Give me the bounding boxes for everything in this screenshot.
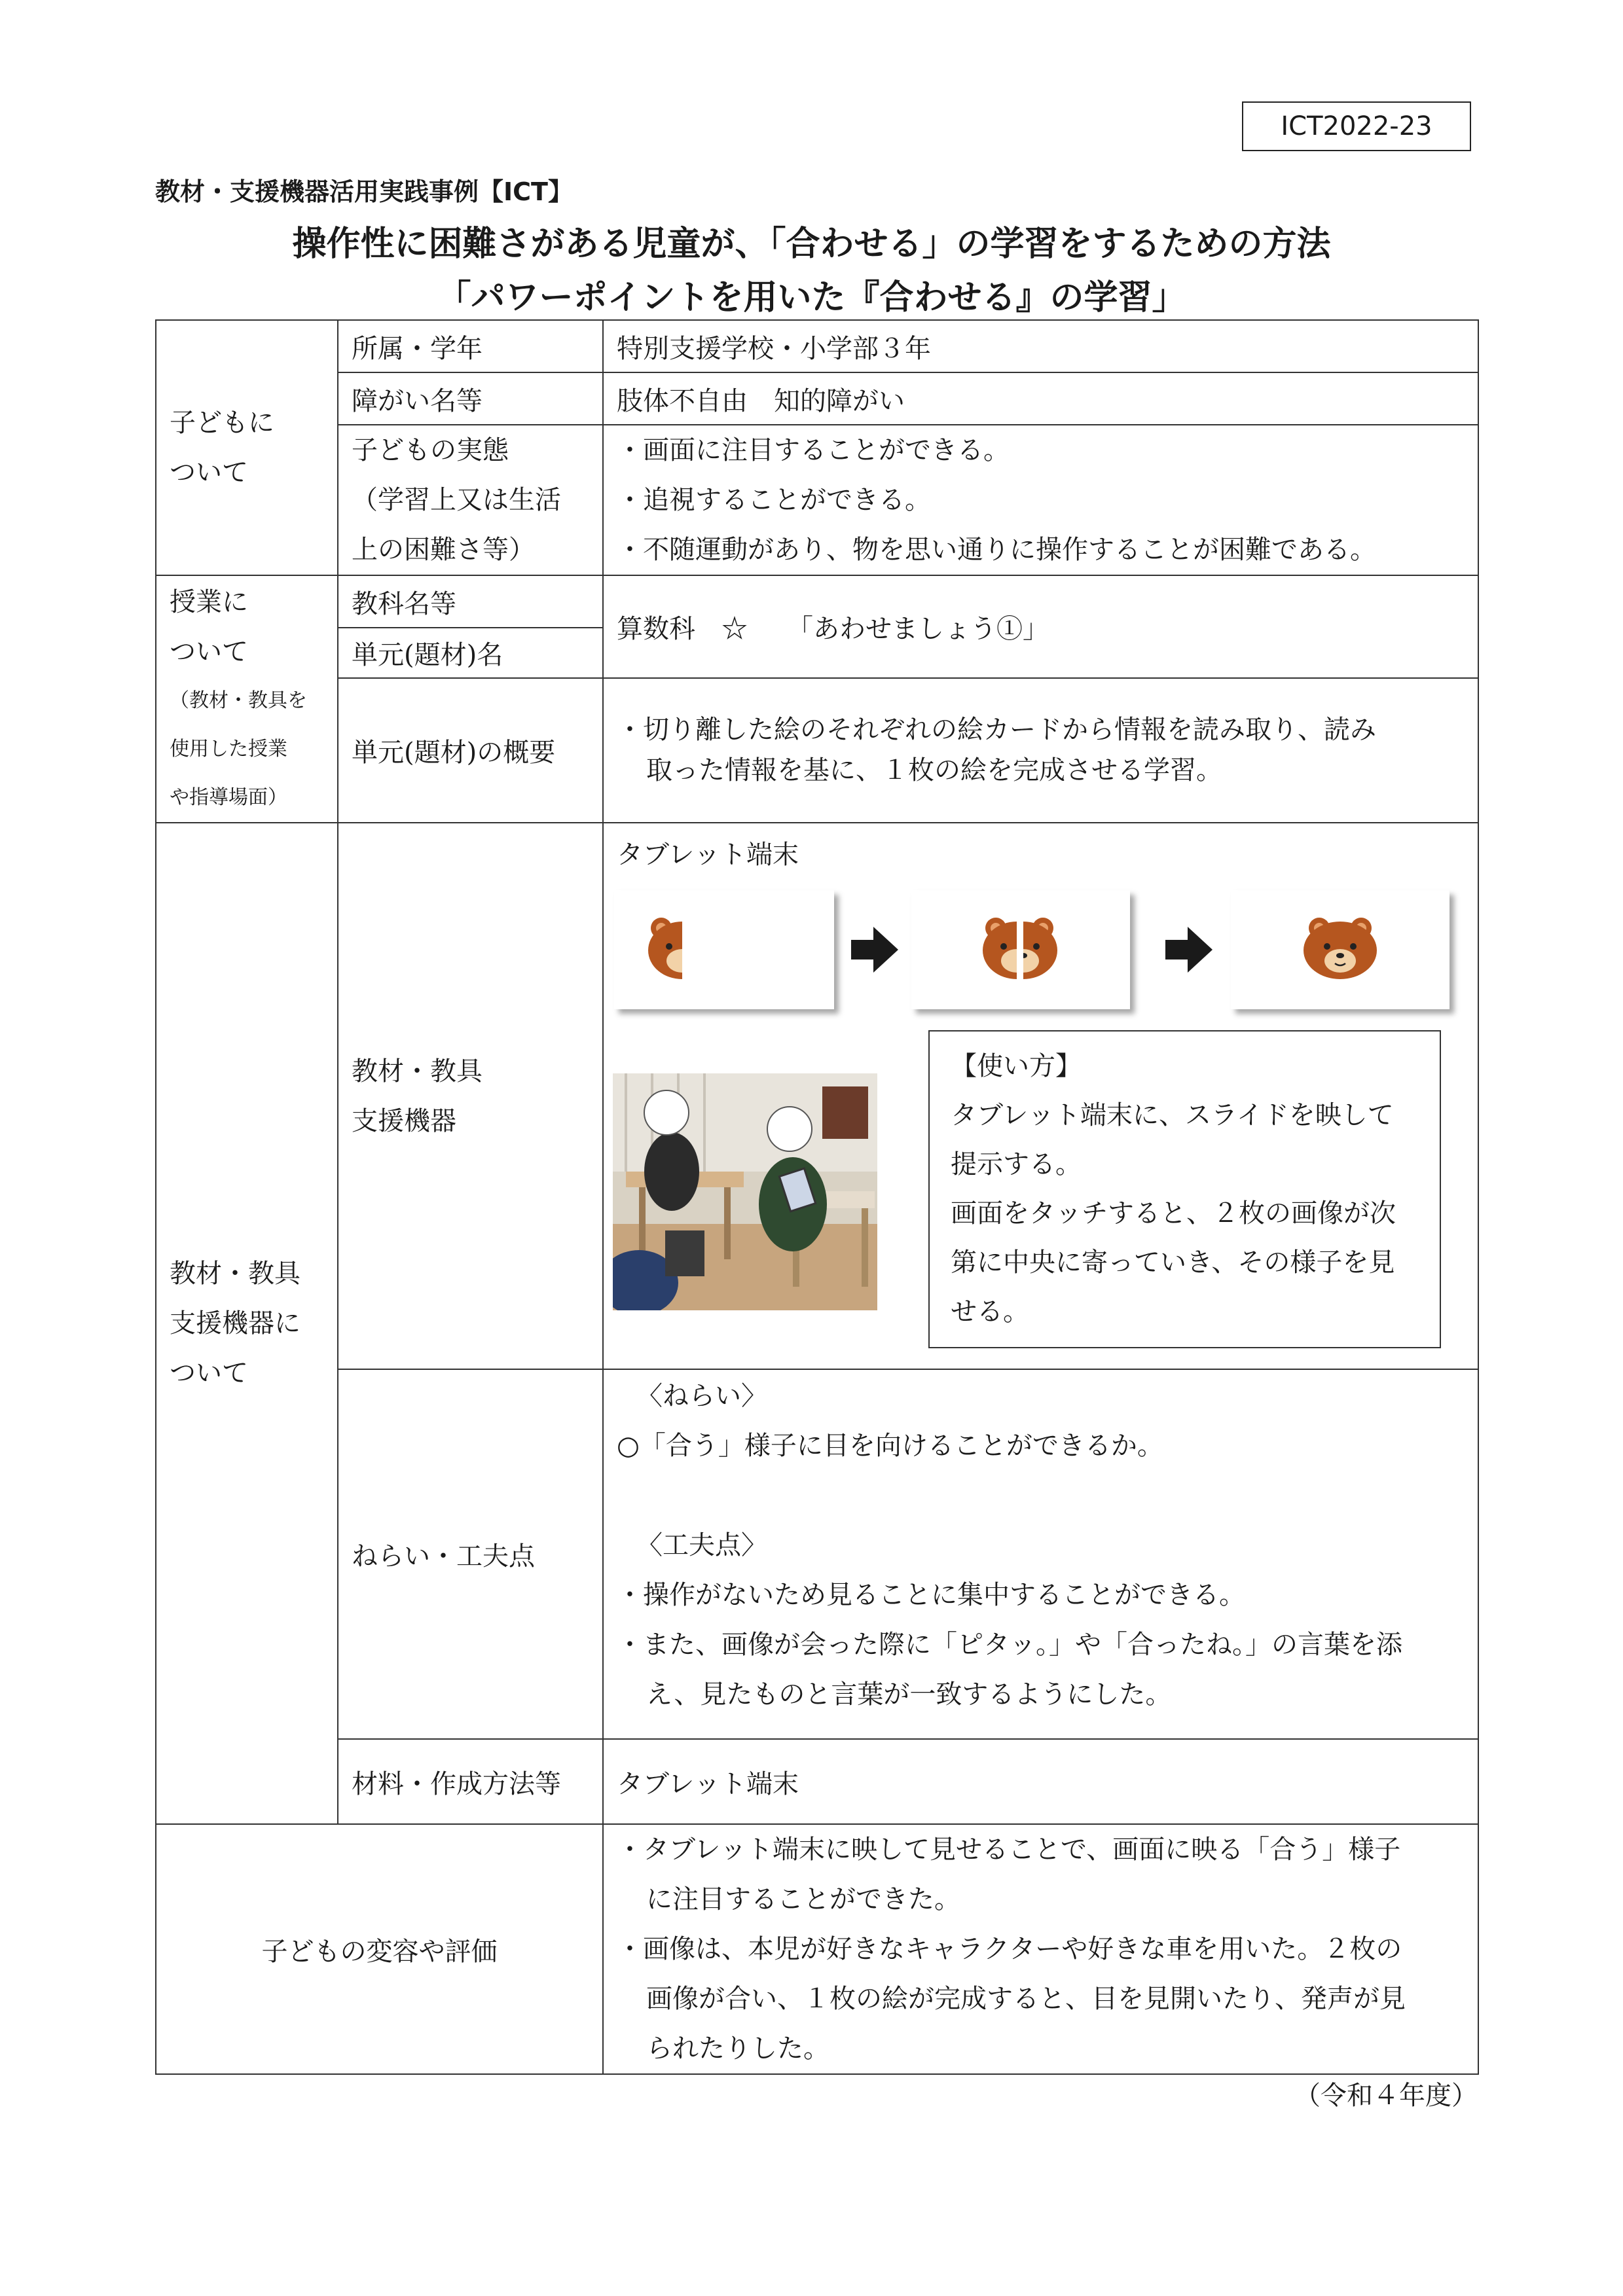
child-section-label: 子どもに ついて: [156, 320, 338, 575]
aims-label: ねらい・工夫点: [338, 1369, 603, 1739]
fiscal-year-note: （令和４年度）: [1294, 2081, 1478, 2111]
tools-label: 教材・教具 支援機器: [338, 823, 603, 1369]
page-title: 操作性に困難さがある児童が、「合わせる」の学習をするための方法: [292, 224, 1331, 264]
category-label: 教材・支援機器活用実践事例【ICT】: [155, 177, 573, 206]
table-row: [156, 1369, 1478, 1739]
subject-label: 教科名等: [338, 575, 603, 628]
usage-box: 【使い方】 タブレット端末に、スライドを映して 提示する。 画面をタッチすると、２枚の画像が次 第に中央に寄っていき、その様子を見 せる。: [928, 1030, 1441, 1348]
making-label: 材料・作成方法等: [338, 1739, 603, 1824]
arrow-right-icon: [851, 927, 898, 975]
classroom-photo: [613, 1073, 877, 1310]
aims-value: 〈ねらい〉 ○「合う」様子に目を向けることができるか。 〈工夫点〉 ・操作がないため見ることに集中することができる。 ・また、画像が会った際に「ピタッ。」や「合ったね。」の言葉を添 え、見たものと言葉が一致するようにした。: [603, 1369, 1478, 1739]
disability-label: 障がい名等: [338, 372, 603, 425]
affiliation-value: 特別支援学校・小学部３年: [603, 320, 1478, 372]
document-code: ICT2022-23: [1242, 101, 1471, 151]
table-row: [156, 1824, 1478, 2074]
bear-approaching-icon: [911, 890, 1130, 1009]
overview-label: 単元(題材)の概要: [338, 678, 603, 823]
overview-value: ・切り離した絵のそれぞれの絵カードから情報を読み取り、読み 取った情報を基に、１枚の絵を完成させる学習。: [603, 678, 1478, 823]
list-item: ・画面に注目することができる。: [617, 435, 1010, 465]
tools-caption: タブレット端末: [617, 840, 799, 870]
bear-halves-icon: [614, 890, 834, 1009]
evaluation-label: 子どもの変容や評価: [156, 1824, 603, 2074]
status-list: [603, 425, 1478, 575]
evaluation-value: ・タブレット端末に映して見せることで、画面に映る「合う」様子 に注目することができた。 ・画像は、本児が好きなキャラクターや好きな車を用いた。２枚の 画像が合い、１枚の絵が完成すると、目を見開いたり、発声が見 られたりした。: [603, 1824, 1478, 2074]
table-row: [156, 1739, 1478, 1824]
table-row: [156, 575, 1478, 628]
arrow-right-icon: [1165, 927, 1213, 975]
making-value: タブレット端末: [603, 1739, 1478, 1824]
affiliation-label: 所属・学年: [338, 320, 603, 372]
usage-heading: 【使い方】: [951, 1051, 1082, 1081]
materials-section-label: 教材・教具 支援機器に ついて: [156, 823, 338, 1824]
table-row: [156, 678, 1478, 823]
unit-label: 単元(題材)名: [338, 628, 603, 677]
slide-approaching-bear: [911, 890, 1130, 1009]
subject-unit-value: 算数科 ☆ 「あわせましょう①」: [603, 575, 1478, 678]
table-row: [156, 372, 1478, 425]
status-label: 子どもの実態 （学習上又は生活 上の困難さ等）: [338, 425, 603, 575]
table-row: [156, 425, 1478, 575]
lesson-section-label: 授業に ついて （教材・教具を 使用した授業 や指導場面）: [156, 575, 338, 823]
slide-split-bear: [614, 890, 834, 1009]
slide-complete-bear: [1231, 890, 1450, 1009]
list-item: ・不随運動があり、物を思い通りに操作することが困難である。: [617, 535, 1376, 565]
disability-value: 肢体不自由 知的障がい: [603, 372, 1478, 425]
table-row: [156, 320, 1478, 372]
bear-face-icon: [1231, 890, 1450, 1009]
list-item: ・追視することができる。: [617, 485, 931, 515]
page-subtitle: 「パワーポイントを用いた『合わせる』の学習」: [437, 278, 1186, 317]
